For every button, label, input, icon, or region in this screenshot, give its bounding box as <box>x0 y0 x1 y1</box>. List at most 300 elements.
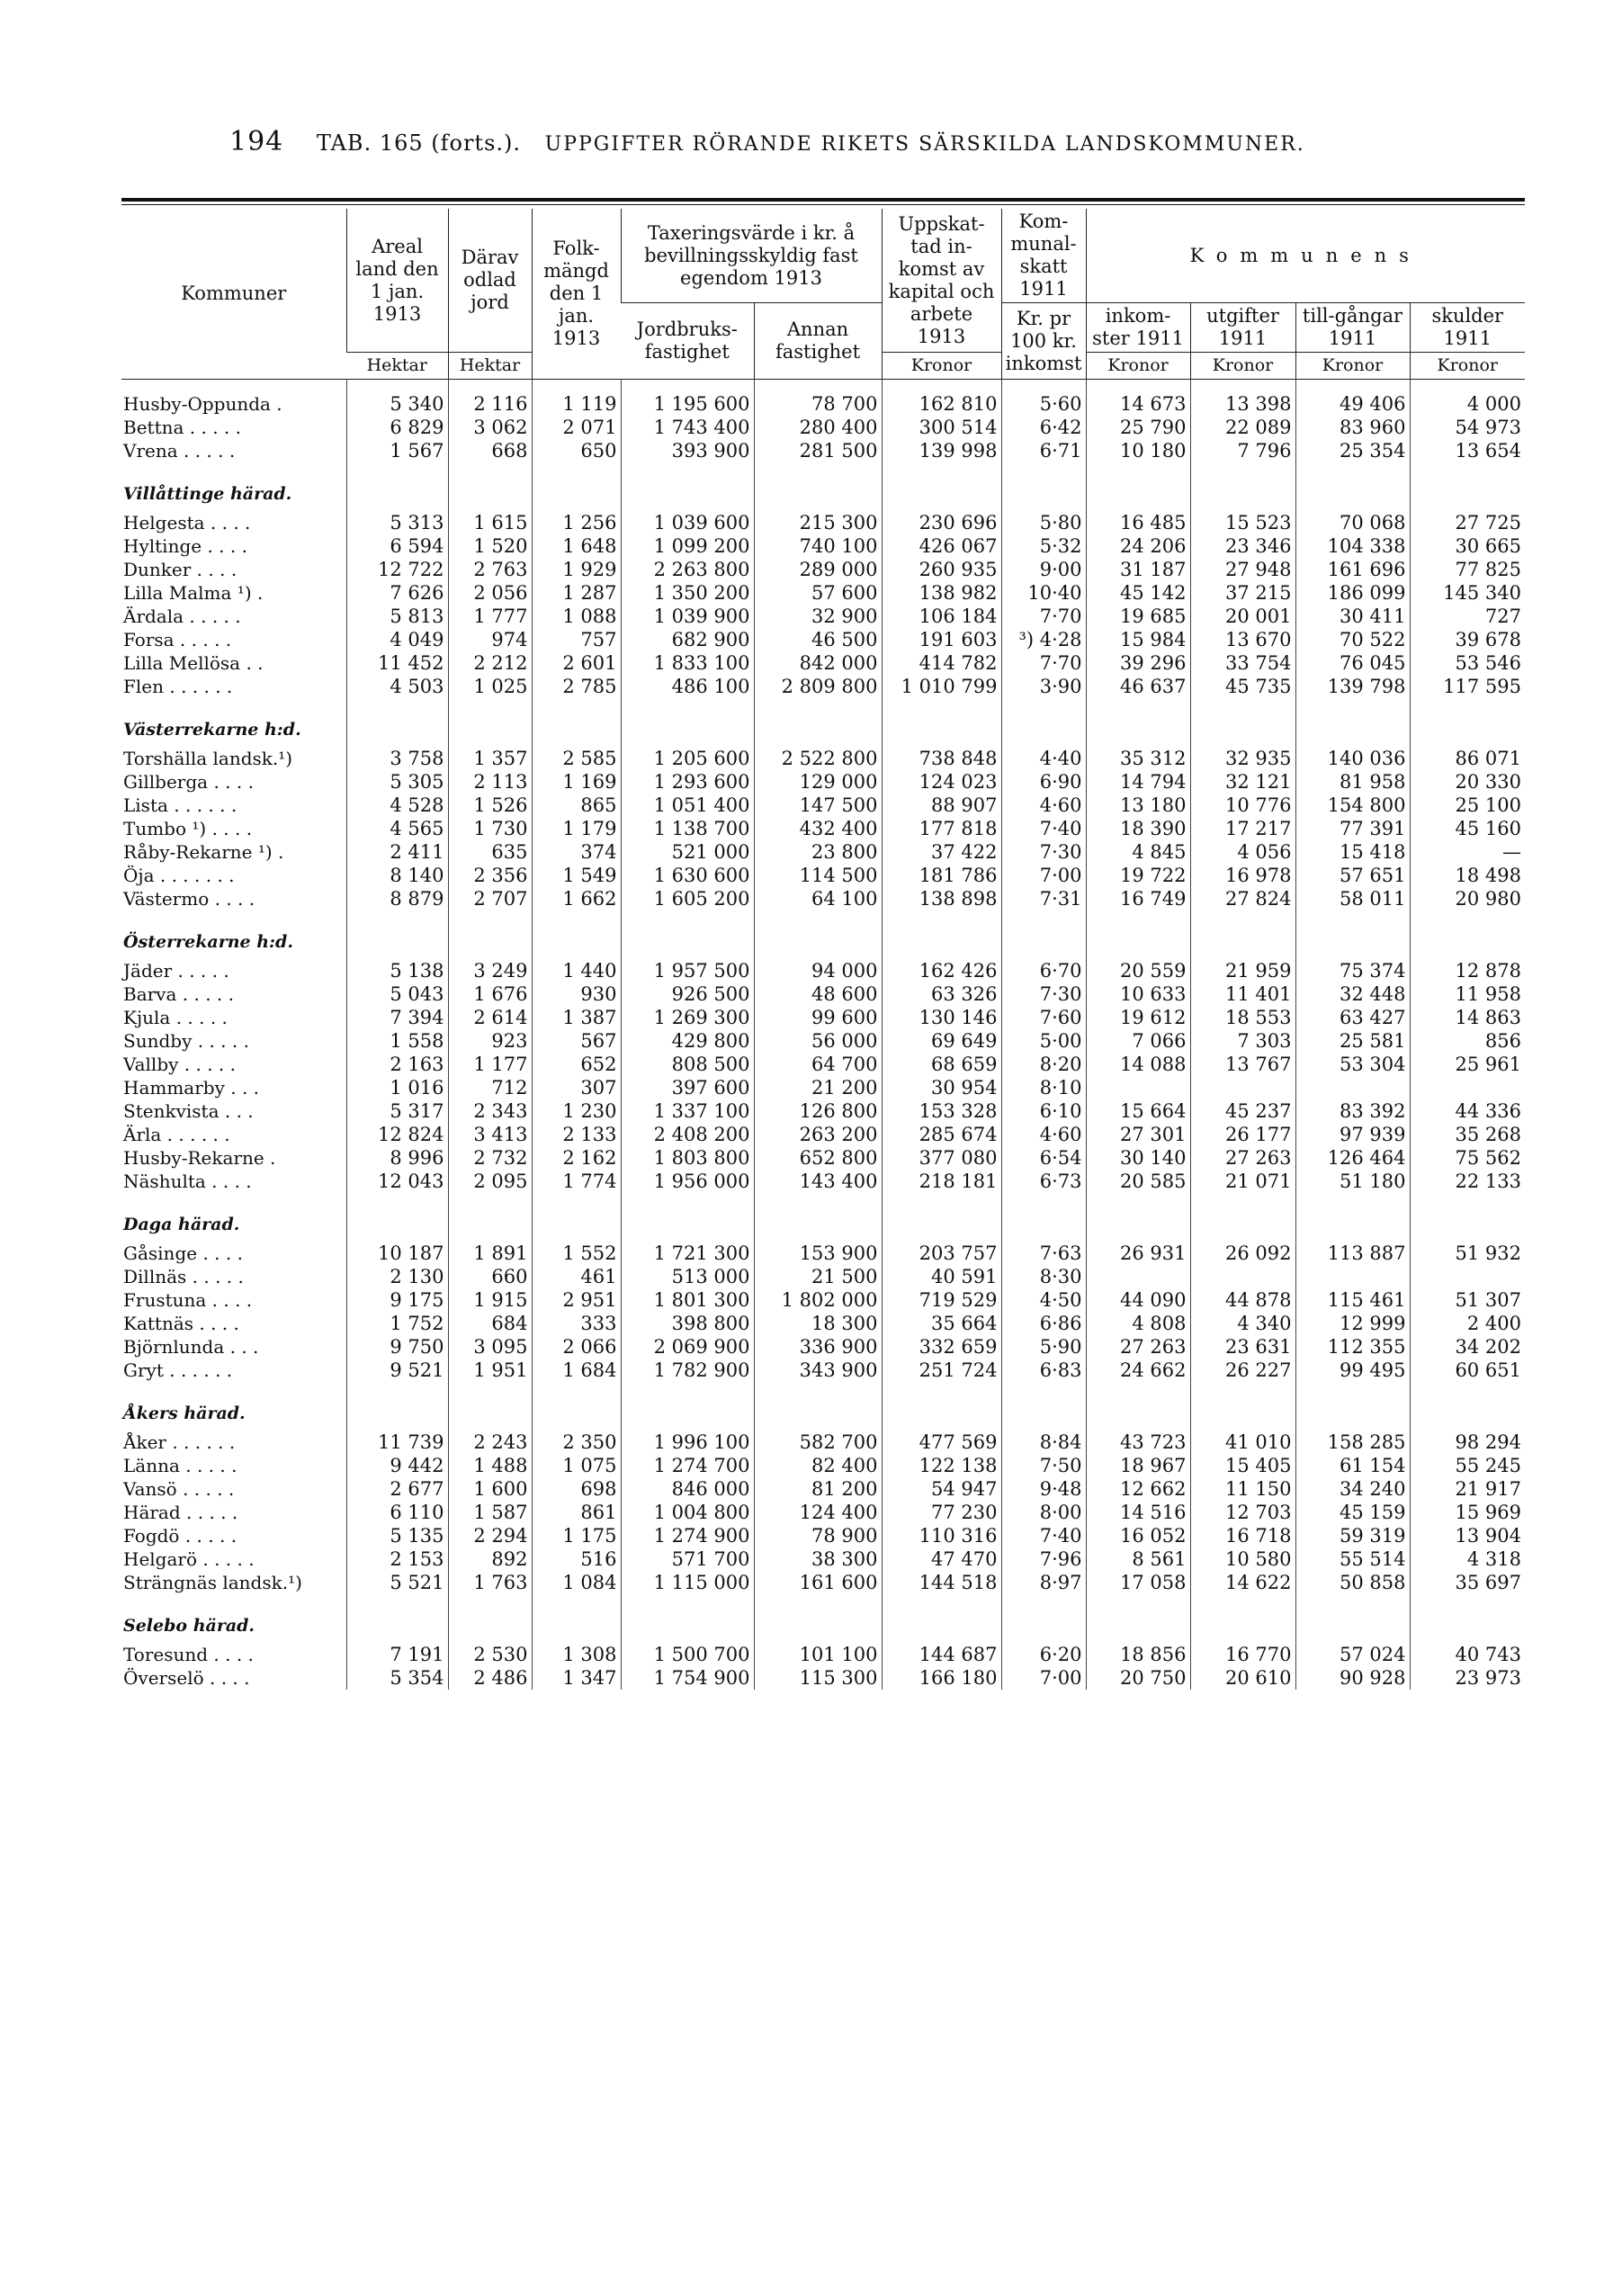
table-cell: 1 099 200 <box>621 534 754 558</box>
unit-uppskattad: Kronor <box>882 353 1001 380</box>
table-cell: 16 485 <box>1086 511 1190 534</box>
kommun-name: Lilla Mellösa . . <box>123 652 264 674</box>
table-cell: 54 947 <box>882 1477 1001 1501</box>
table-cell: 4 340 <box>1190 1312 1295 1335</box>
table-cell: 2 056 <box>448 581 532 605</box>
table-cell: 27 301 <box>1086 1123 1190 1146</box>
table-cell: 113 887 <box>1295 1242 1410 1265</box>
table-row <box>121 675 1525 698</box>
header-uppskattad: Uppskat-tad in-komst av kapital och arbete 1913 <box>882 209 1001 353</box>
table-cell <box>1190 1265 1295 1288</box>
kommun-name: Kjula . . . . . <box>123 1007 228 1028</box>
table-cell: 2 095 <box>448 1170 532 1193</box>
table-cell: 27 948 <box>1190 558 1295 581</box>
table-row <box>121 1643 1525 1666</box>
table-cell: 15 418 <box>1295 840 1410 864</box>
table-cell: 652 800 <box>754 1146 882 1170</box>
table-cell: 162 426 <box>882 959 1001 982</box>
header-skulder: skulder 1911 <box>1410 303 1525 353</box>
table-cell: 98 294 <box>1410 1431 1525 1454</box>
table-row <box>121 1571 1525 1594</box>
table-cell: 18 498 <box>1410 864 1525 887</box>
table-cell: 738 848 <box>882 747 1001 770</box>
kommun-name: Sundby . . . . . <box>123 1030 249 1052</box>
kommun-name: Flen . . . . . . <box>123 676 233 697</box>
kommun-name: Dunker . . . . <box>123 559 237 580</box>
table-cell: 2 486 <box>448 1666 532 1690</box>
table-cell: 1 347 <box>532 1666 621 1690</box>
table-cell: 6·71 <box>1001 439 1086 462</box>
table-cell: 2 522 800 <box>754 747 882 770</box>
table-cell: 63 427 <box>1295 1006 1410 1029</box>
table-cell: 5 340 <box>346 392 448 416</box>
kommun-name: Gillberga . . . . <box>123 771 254 793</box>
table-cell: 203 757 <box>882 1242 1001 1265</box>
table-cell: 6 829 <box>346 416 448 439</box>
table-cell: 2 677 <box>346 1477 448 1501</box>
kommun-name: Lilla Malma ¹) . <box>123 582 264 604</box>
table-cell: 712 <box>448 1076 532 1099</box>
table-cell: 11 401 <box>1190 982 1295 1006</box>
table-cell: 1 138 700 <box>621 817 754 840</box>
kommun-name: Gryt . . . . . . <box>123 1359 233 1381</box>
table-row <box>121 794 1525 817</box>
kommun-name: Forsa . . . . . <box>123 629 232 650</box>
table-cell: 110 316 <box>882 1524 1001 1547</box>
table-cell: 40 743 <box>1410 1643 1525 1666</box>
table-cell: 1 743 400 <box>621 416 754 439</box>
table-cell: 516 <box>532 1547 621 1571</box>
table-cell: 289 000 <box>754 558 882 581</box>
table-cell: 22 133 <box>1410 1170 1525 1193</box>
table-cell: 1 777 <box>448 605 532 628</box>
kommun-name: Jäder . . . . . <box>123 960 229 982</box>
table-cell: 166 180 <box>882 1666 1001 1690</box>
table-cell: 4 565 <box>346 817 448 840</box>
table-cell: 1 177 <box>448 1053 532 1076</box>
table-cell: 5 138 <box>346 959 448 982</box>
table-row <box>121 1242 1525 1265</box>
table-cell: 332 659 <box>882 1335 1001 1359</box>
table-cell: 1 721 300 <box>621 1242 754 1265</box>
kommun-name: Öja . . . . . . . <box>123 865 235 886</box>
table-cell: 513 000 <box>621 1265 754 1288</box>
table-cell: 343 900 <box>754 1359 882 1382</box>
table-row <box>121 1076 1525 1099</box>
table-cell: 44 878 <box>1190 1288 1295 1312</box>
table-cell: 2 530 <box>448 1643 532 1666</box>
kommun-name: Bettna . . . . . <box>123 417 241 438</box>
table-cell: 1 567 <box>346 439 448 462</box>
table-cell: 10·40 <box>1001 581 1086 605</box>
table-cell: 7 191 <box>346 1643 448 1666</box>
table-cell: 19 722 <box>1086 864 1190 887</box>
table-cell: 21 917 <box>1410 1477 1525 1501</box>
table-cell: 7 394 <box>346 1006 448 1029</box>
table-cell: 69 649 <box>882 1029 1001 1053</box>
table-cell: 429 800 <box>621 1029 754 1053</box>
table-cell: 101 100 <box>754 1643 882 1666</box>
table-cell: 27 725 <box>1410 511 1525 534</box>
table-cell: 5 313 <box>346 511 448 534</box>
table-cell: 45 237 <box>1190 1099 1295 1123</box>
district-row <box>121 1382 1525 1431</box>
table-cell: 1 350 200 <box>621 581 754 605</box>
table-cell: 582 700 <box>754 1431 882 1454</box>
unit-areal: Hektar <box>346 353 448 380</box>
table-cell: — <box>1410 840 1525 864</box>
table-cell: 7·30 <box>1001 840 1086 864</box>
table-cell: 20 980 <box>1410 887 1525 910</box>
table-cell: 846 000 <box>621 1477 754 1501</box>
table-cell: 2 243 <box>448 1431 532 1454</box>
table-cell: 17 058 <box>1086 1571 1190 1594</box>
table-cell: 81 958 <box>1295 770 1410 794</box>
table-cell: 41 010 <box>1190 1431 1295 1454</box>
table-row <box>121 747 1525 770</box>
table-row <box>121 1123 1525 1146</box>
table-cell: 6·10 <box>1001 1099 1086 1123</box>
table-cell: 18 300 <box>754 1312 882 1335</box>
table-cell <box>1190 1076 1295 1099</box>
table-cell: 307 <box>532 1076 621 1099</box>
kommun-name: Husby-Oppunda . <box>123 393 282 415</box>
table-cell: 7·96 <box>1001 1547 1086 1571</box>
table-cell: 1 549 <box>532 864 621 887</box>
table-cell: 161 600 <box>754 1571 882 1594</box>
table-cell: 26 227 <box>1190 1359 1295 1382</box>
table-cell: 1 205 600 <box>621 747 754 770</box>
table-cell: 106 184 <box>882 605 1001 628</box>
table-cell: 82 400 <box>754 1454 882 1477</box>
table-cell: 115 461 <box>1295 1288 1410 1312</box>
table-cell: 27 824 <box>1190 887 1295 910</box>
table-cell: 1 600 <box>448 1477 532 1501</box>
kommun-name: Länna . . . . . <box>123 1455 237 1476</box>
table-cell: 2 212 <box>448 651 532 675</box>
table-cell: 1 337 100 <box>621 1099 754 1123</box>
table-cell: 2 809 800 <box>754 675 882 698</box>
table-cell: 51 180 <box>1295 1170 1410 1193</box>
district-name: Åkers härad. <box>123 1404 246 1423</box>
table-cell: 126 800 <box>754 1099 882 1123</box>
table-cell: 1 025 <box>448 675 532 698</box>
kommun-name: Husby-Rekarne . <box>123 1147 276 1169</box>
table-cell: 4·60 <box>1001 794 1086 817</box>
table-cell: 7·50 <box>1001 1454 1086 1477</box>
district-name: Villåttinge härad. <box>123 484 292 504</box>
table-row <box>121 1053 1525 1076</box>
table-cell: 48 600 <box>754 982 882 1006</box>
table-cell: 63 326 <box>882 982 1001 1006</box>
table-cell: 2 350 <box>532 1431 621 1454</box>
table-cell: 21 959 <box>1190 959 1295 982</box>
table-cell: 1 169 <box>532 770 621 794</box>
table-cell: 14 863 <box>1410 1006 1525 1029</box>
table-cell: 10 776 <box>1190 794 1295 817</box>
table-row <box>121 817 1525 840</box>
unit-skulder: Kronor <box>1410 353 1525 380</box>
table-cell: 1 520 <box>448 534 532 558</box>
table-cell: 104 338 <box>1295 534 1410 558</box>
table-cell: 808 500 <box>621 1053 754 1076</box>
table-cell: 23 800 <box>754 840 882 864</box>
table-row <box>121 1547 1525 1571</box>
table-cell: 30 665 <box>1410 534 1525 558</box>
table-cell: 9 175 <box>346 1288 448 1312</box>
table-cell: 1 287 <box>532 581 621 605</box>
table-cell: 3 062 <box>448 416 532 439</box>
table-cell: 99 495 <box>1295 1359 1410 1382</box>
table-cell: 139 998 <box>882 439 1001 462</box>
table-cell: 7·70 <box>1001 605 1086 628</box>
table-cell: 12 722 <box>346 558 448 581</box>
table-cell: 138 898 <box>882 887 1001 910</box>
table-cell: 5 305 <box>346 770 448 794</box>
table-cell: 8·84 <box>1001 1431 1086 1454</box>
table-cell: 1 730 <box>448 817 532 840</box>
table-cell: 397 600 <box>621 1076 754 1099</box>
table-cell: 1 802 000 <box>754 1288 882 1312</box>
table-cell: 1 801 300 <box>621 1288 754 1312</box>
table-cell: 17 217 <box>1190 817 1295 840</box>
table-cell: 6·20 <box>1001 1643 1086 1666</box>
table-cell: 5·00 <box>1001 1029 1086 1053</box>
table-cell: 14 794 <box>1086 770 1190 794</box>
table-cell: 856 <box>1410 1029 1525 1053</box>
table-cell: 23 631 <box>1190 1335 1295 1359</box>
page-header <box>229 126 1534 157</box>
table-cell: 7·00 <box>1001 864 1086 887</box>
table-cell: 90 928 <box>1295 1666 1410 1690</box>
table-cell: 21 071 <box>1190 1170 1295 1193</box>
kommun-name: Stenkvista . . . <box>123 1100 254 1122</box>
table-cell: 1 605 200 <box>621 887 754 910</box>
kommun-name: Näshulta . . . . <box>123 1170 252 1192</box>
table-cell: 2 133 <box>532 1123 621 1146</box>
table-cell: 4 503 <box>346 675 448 698</box>
table-cell: 4 528 <box>346 794 448 817</box>
table-cell: 44 090 <box>1086 1288 1190 1312</box>
table-cell <box>1295 1265 1410 1288</box>
kommun-name: Råby-Rekarne ¹) . <box>123 841 284 863</box>
table-cell: 75 374 <box>1295 959 1410 982</box>
table-row <box>121 439 1525 462</box>
table-cell: 923 <box>448 1029 532 1053</box>
table-cell: 38 300 <box>754 1547 882 1571</box>
table-cell: 161 696 <box>1295 558 1410 581</box>
table-row <box>121 1335 1525 1359</box>
header-taxering: Taxeringsvärde i kr. å bevillningsskyldig fast egendom 1913 <box>621 209 882 303</box>
table-cell: 251 724 <box>882 1359 1001 1382</box>
table-cell: 13 670 <box>1190 628 1295 651</box>
table-cell: 757 <box>532 628 621 651</box>
table-cell: 16 770 <box>1190 1643 1295 1666</box>
table-cell: 58 011 <box>1295 887 1410 910</box>
table-cell: 144 518 <box>882 1571 1001 1594</box>
table-cell: 1 230 <box>532 1099 621 1123</box>
table-cell: 1 010 799 <box>882 675 1001 698</box>
table-cell: 129 000 <box>754 770 882 794</box>
district-name: Österrekarne h:d. <box>123 932 293 952</box>
kommun-name: Helgarö . . . . . <box>123 1548 255 1570</box>
table-cell: 3 095 <box>448 1335 532 1359</box>
table-cell: 12 703 <box>1190 1501 1295 1524</box>
table-row <box>121 982 1525 1006</box>
table-cell: 30 411 <box>1295 605 1410 628</box>
table-cell: 7·60 <box>1001 1006 1086 1029</box>
table-cell: 14 622 <box>1190 1571 1295 1594</box>
table-cell <box>1410 1076 1525 1099</box>
table-cell: 12 878 <box>1410 959 1525 982</box>
table-cell: 77 391 <box>1295 817 1410 840</box>
table-cell: 86 071 <box>1410 747 1525 770</box>
district-row <box>121 910 1525 959</box>
table-row <box>121 605 1525 628</box>
table-cell: 8·10 <box>1001 1076 1086 1099</box>
header-areal: Areal land den 1 jan. 1913 <box>346 209 448 353</box>
table-cell: 1 915 <box>448 1288 532 1312</box>
table-cell: 13 180 <box>1086 794 1190 817</box>
table-cell: 15 523 <box>1190 511 1295 534</box>
table-cell: 20 001 <box>1190 605 1295 628</box>
table-cell: 115 300 <box>754 1666 882 1690</box>
table-cell: 18 967 <box>1086 1454 1190 1477</box>
top-rule-thin <box>121 204 1525 205</box>
table-cell: 8·00 <box>1001 1501 1086 1524</box>
table-cell: 2 785 <box>532 675 621 698</box>
table-cell: 2 411 <box>346 840 448 864</box>
table-cell: 70 068 <box>1295 511 1410 534</box>
table-cell: 37 422 <box>882 840 1001 864</box>
table-cell: 25 961 <box>1410 1053 1525 1076</box>
table-cell: 32 448 <box>1295 982 1410 1006</box>
table-reference: TAB. 165 (forts.). <box>316 130 522 156</box>
table-cell: 377 080 <box>882 1146 1001 1170</box>
table-cell: 70 522 <box>1295 628 1410 651</box>
table-row <box>121 1029 1525 1053</box>
table-cell: 154 800 <box>1295 794 1410 817</box>
table-cell: 114 500 <box>754 864 882 887</box>
table-cell: 1 552 <box>532 1242 621 1265</box>
table-cell: 83 960 <box>1295 416 1410 439</box>
table-cell: 45 735 <box>1190 675 1295 698</box>
spacer-row <box>121 380 1525 393</box>
table-cell: 22 089 <box>1190 416 1295 439</box>
table-cell: 6·54 <box>1001 1146 1086 1170</box>
table-cell: 45 159 <box>1295 1501 1410 1524</box>
table-cell: 126 464 <box>1295 1146 1410 1170</box>
table-cell: 1 440 <box>532 959 621 982</box>
table-cell: 53 546 <box>1410 651 1525 675</box>
kommun-name: Kattnäs . . . . <box>123 1313 239 1334</box>
district-name: Daga härad. <box>123 1215 240 1234</box>
table-row <box>121 1477 1525 1501</box>
table-cell: 7·00 <box>1001 1666 1086 1690</box>
kommun-name: Ärla . . . . . . <box>123 1124 230 1145</box>
table-cell: 1 274 900 <box>621 1524 754 1547</box>
table-cell: 158 285 <box>1295 1431 1410 1454</box>
table-cell: 4 000 <box>1410 392 1525 416</box>
header-kommunens: Kommunens <box>1086 209 1525 303</box>
table-cell: 1 951 <box>448 1359 532 1382</box>
district-row <box>121 1594 1525 1643</box>
table-cell: 94 000 <box>754 959 882 982</box>
header-jordbruk: Jordbruks-fastighet <box>621 303 754 380</box>
table-cell: 8·30 <box>1001 1265 1086 1288</box>
table-cell: 230 696 <box>882 511 1001 534</box>
table-cell: 1 308 <box>532 1643 621 1666</box>
table-cell: 27 263 <box>1190 1146 1295 1170</box>
table-cell: 398 800 <box>621 1312 754 1335</box>
district-name: Selebo härad. <box>123 1616 255 1636</box>
kommun-name: Frustuna . . . . <box>123 1289 253 1311</box>
table-cell: 9 521 <box>346 1359 448 1382</box>
table-cell: 12 043 <box>346 1170 448 1193</box>
table-cell: 2 163 <box>346 1053 448 1076</box>
header-tillgangar: till-gångar 1911 <box>1295 303 1410 353</box>
table-cell: 30 954 <box>882 1076 1001 1099</box>
table-cell: 6 110 <box>346 1501 448 1524</box>
table-cell: 1 630 600 <box>621 864 754 887</box>
table-cell: 112 355 <box>1295 1335 1410 1359</box>
table-cell: 333 <box>532 1312 621 1335</box>
table-cell: 4 049 <box>346 628 448 651</box>
table-cell: 1 676 <box>448 982 532 1006</box>
table-cell: 635 <box>448 840 532 864</box>
table-cell: 1 558 <box>346 1029 448 1053</box>
table-cell: 263 200 <box>754 1123 882 1146</box>
table-cell: 7 303 <box>1190 1029 1295 1053</box>
table-cell: 139 798 <box>1295 675 1410 698</box>
table-row <box>121 1146 1525 1170</box>
kommun-name: Vallby . . . . . <box>123 1054 236 1075</box>
table-cell: 3 758 <box>346 747 448 770</box>
table-cell: 1 956 000 <box>621 1170 754 1193</box>
unit-tillgangar: Kronor <box>1295 353 1410 380</box>
table-row <box>121 416 1525 439</box>
header-folkmangd: Folk-mängd den 1 jan. 1913 <box>532 209 621 380</box>
table-cell: 1 274 700 <box>621 1454 754 1477</box>
table-cell: 11 150 <box>1190 1477 1295 1501</box>
table-cell: 1 175 <box>532 1524 621 1547</box>
table-cell: 4 056 <box>1190 840 1295 864</box>
table-cell: 33 754 <box>1190 651 1295 675</box>
table-cell <box>1410 1265 1525 1288</box>
table-cell: 46 637 <box>1086 675 1190 698</box>
table-cell: 13 398 <box>1190 392 1295 416</box>
table-cell: 25 100 <box>1410 794 1525 817</box>
table-cell: 8·20 <box>1001 1053 1086 1076</box>
district-name: Västerrekarne h:d. <box>123 720 301 740</box>
table-cell: 30 140 <box>1086 1146 1190 1170</box>
table-cell: 16 749 <box>1086 887 1190 910</box>
table-cell: 24 662 <box>1086 1359 1190 1382</box>
table-cell: 3·90 <box>1001 675 1086 698</box>
table-cell: 143 400 <box>754 1170 882 1193</box>
table-cell: 162 810 <box>882 392 1001 416</box>
table-cell: 571 700 <box>621 1547 754 1571</box>
table-cell: 7·40 <box>1001 817 1086 840</box>
table-cell: 35 697 <box>1410 1571 1525 1594</box>
table-cell: 10 633 <box>1086 982 1190 1006</box>
table-cell: 15 664 <box>1086 1099 1190 1123</box>
table-cell: 8 879 <box>346 887 448 910</box>
table-cell: 300 514 <box>882 416 1001 439</box>
table-cell: 374 <box>532 840 621 864</box>
table-cell: 24 206 <box>1086 534 1190 558</box>
table-cell: 51 307 <box>1410 1288 1525 1312</box>
